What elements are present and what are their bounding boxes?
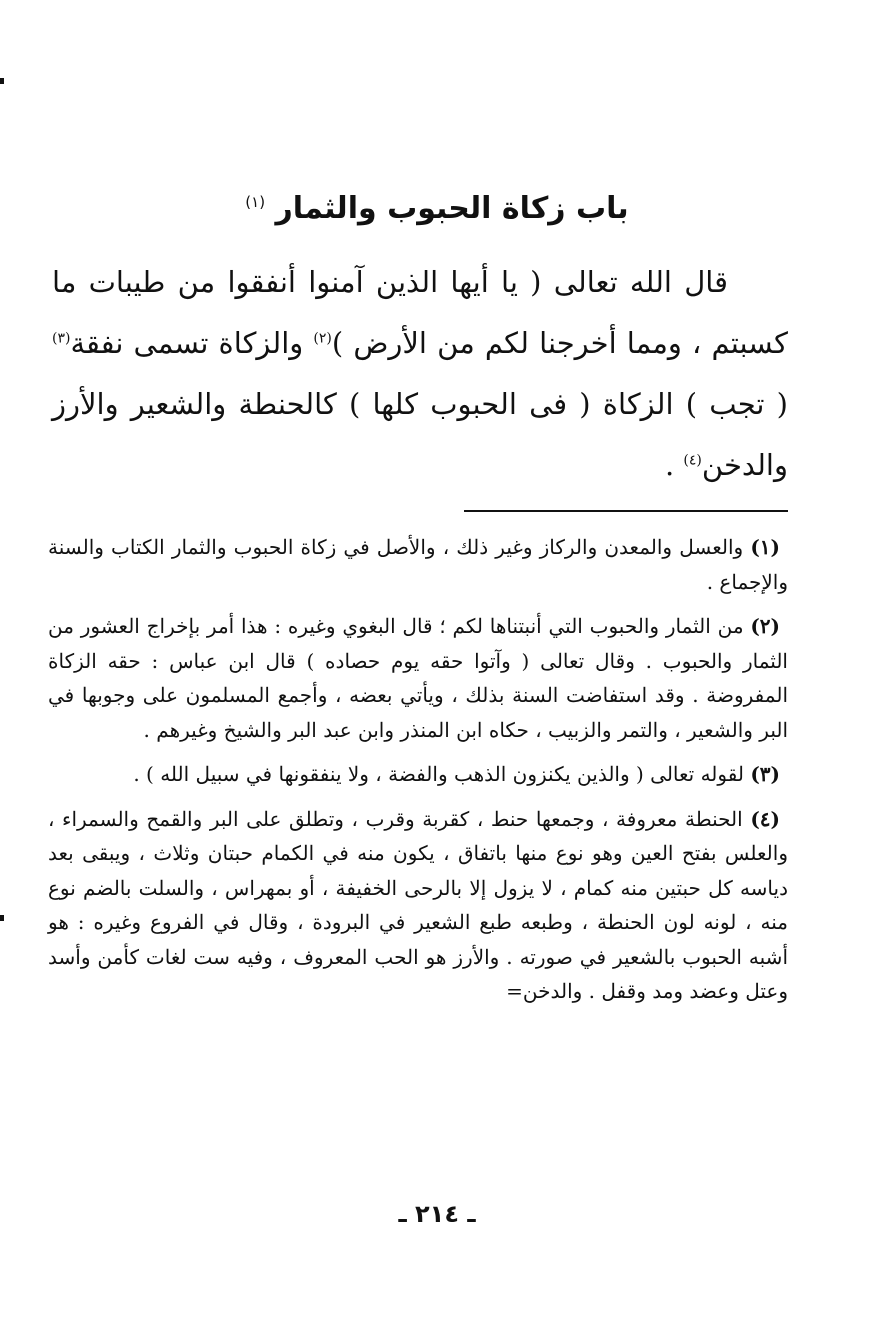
footnote-4 (48, 802, 788, 1009)
footnote-number: (١) (750, 535, 781, 559)
scan-edge-mark-top (0, 78, 4, 84)
main-text-part-4: . (664, 448, 684, 482)
note-ref-4: (٤) (683, 452, 702, 469)
footnote-1 (48, 530, 788, 599)
footnote-number: (٣) (750, 762, 780, 786)
main-text-part-2: والزكاة تسمى نفقة (70, 326, 314, 360)
footnote-text: والعسل والمعدن والركاز وغير ذلك ، والأصل في زكاة الحبوب والثمار الكتاب والسنة والإجماع . (48, 535, 788, 594)
main-text-part-1: قال الله تعالى ( يا أيها الذين آمنوا أنفقوا من طيبات ما كسبتم ، ومما أخرجنا لكم من الأرض ) (52, 265, 788, 360)
page-number: ـ ٢١٤ ـ (398, 1200, 476, 1228)
main-text (52, 252, 788, 496)
main-text-part-3: ( تجب ) الزكاة ( فى الحبوب كلها ) كالحنطة والشعير والأرز والدخن (52, 387, 788, 482)
chapter-title (200, 172, 674, 239)
note-ref-2: (٢) (313, 330, 332, 347)
footnote-text: لقوله تعالى ( والذين يكنزون الذهب والفضة ، ولا ينفقونها في سبيل الله ) . (133, 762, 744, 786)
footnote-divider (464, 510, 788, 512)
footnote-number: (٢) (750, 614, 781, 638)
footnote-text: الحنطة معروفة ، وجمعها حنط ، كقربة وقرب ، وتطلق على البر والقمح والسمراء ، والعلس بفتح العين وهو نوع منها باتفاق ، يكون منه في الكمام حبتان وثلاث ، ويبقى بعد دياسه كل حبتين منه كمام ، لا يزول إلا بالرحى الخفيفة ، أو بمهراس ، والسلت بالضم نوع منه ، لونه لون الحنطة ، وطبعه طبع الشعير في البرودة ، وقال في الفروع وغيره : هو أشبه الحبوب بالشعير في صورته . والأرز هو الحب المعروف ، وفيه ست لغات كأمن وأسد وعتل وعضد ومد وقفل . والدخن= (48, 806, 788, 1003)
note-ref-3: (٣) (52, 330, 71, 347)
footnotes (48, 530, 788, 1019)
footnote-3 (48, 757, 788, 792)
footnote-2 (48, 609, 788, 747)
chapter-title-note-ref: (١) (245, 193, 266, 211)
scan-edge-mark-middle (0, 915, 4, 921)
footnote-number: (٤) (750, 806, 781, 831)
footnote-text: من الثمار والحبوب التي أنبتناها لكم ؛ قال البغوي وغيره : هذا أمر بإخراج العشور من الثمار والحبوب . وقال تعالى ( وآتوا حقه يوم حصاده ) قال ابن عباس : حقه الزكاة المفروضة . وقد استفاضت السنة بذلك ، ويأتي بعضه ، وأجمع المسلمون على وجوبها في البر والشعير ، والتمر والزبيب ، حكاه ابن المنذر وابن عبد البر والشيخ وغيرهم . (48, 614, 788, 742)
chapter-title-text: باب زكاة الحبوب والثمار (275, 191, 629, 226)
